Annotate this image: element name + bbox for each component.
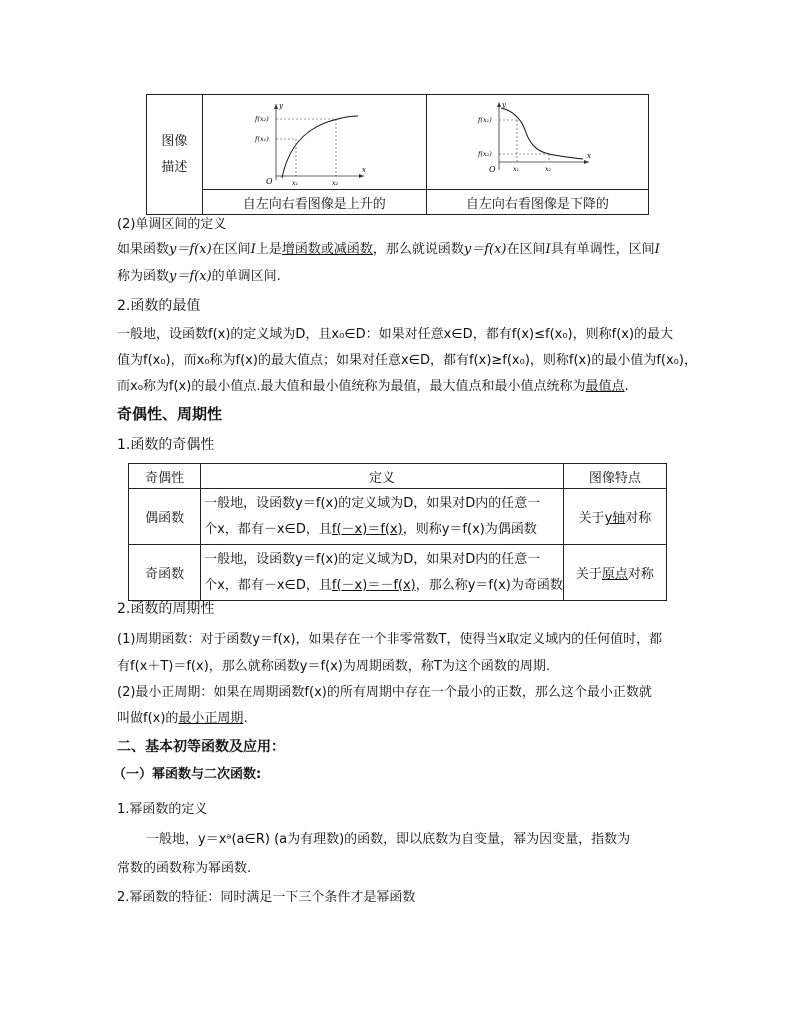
decreasing-caption: 自左向右看图像是下降的: [426, 190, 648, 215]
text: ，那么称y＝f(x)为奇函数: [415, 577, 563, 593]
fx1-label: f(x₁): [478, 116, 493, 124]
text: .: [624, 379, 629, 394]
text: 关于: [575, 567, 602, 582]
power-function-feature-heading: 2.幂函数的特征：同时满足一下三个条件才是幂函数: [117, 890, 416, 905]
table-row: [129, 489, 667, 545]
math: I: [250, 242, 256, 257]
decreasing-graph-cell: [426, 95, 648, 190]
text: 称为函数: [117, 269, 170, 284]
text: 在区间: [506, 242, 546, 257]
y-axis-label: y: [502, 101, 507, 109]
parity-feature: [563, 489, 666, 545]
underlined-term: f(－x)＝f(x): [331, 521, 403, 537]
text: 个x，都有－x∈D，且: [204, 577, 332, 593]
increasing-caption: 自左向右看图像是上升的: [202, 190, 426, 215]
x2-label: x₂: [545, 165, 552, 173]
table-header: 图像特点: [563, 464, 666, 489]
parity-name: 偶函数: [129, 489, 201, 545]
extremum-line3: [117, 378, 629, 396]
underlined-term: 最小正周期: [178, 711, 244, 726]
table-header: 定义: [201, 464, 564, 489]
text: 如果函数: [117, 242, 170, 257]
section-heading-elementary-functions: 二、基本初等函数及应用：: [117, 739, 285, 755]
text: 上是: [255, 242, 282, 257]
origin-label: O: [489, 165, 496, 174]
table-row: [129, 545, 667, 601]
math: y＝f(x): [463, 242, 507, 257]
period-line2: 有f(x＋T)＝f(x)，那么就称函数y＝f(x)为周期函数，称T为这个函数的周期.: [117, 659, 550, 674]
underlined-term: 原点: [601, 567, 628, 582]
math: y＝f(x): [169, 242, 212, 257]
text: 关于: [578, 511, 605, 526]
subsection-heading-power-quadratic: （一）幂函数与二次函数:: [113, 767, 262, 782]
text: .: [243, 711, 248, 726]
parity-name: 奇函数: [129, 545, 201, 601]
y-axis-label: y: [279, 102, 284, 110]
monotonic-interval-paragraph-line2: [117, 268, 281, 286]
parity-heading: 1.函数的奇偶性: [117, 437, 215, 453]
text: 个x，都有－x∈D，且: [204, 521, 332, 537]
table-header-row: [129, 464, 667, 489]
math: I: [654, 242, 660, 257]
graph-row-label: [147, 95, 203, 215]
power-function-def-line2: 常数的函数称为幂函数.: [117, 861, 252, 876]
fx1-label: f(x₁): [255, 135, 269, 143]
text: 的单调区间.: [211, 269, 281, 284]
x2-label: x₂: [332, 179, 339, 187]
section-heading-parity-period: 奇偶性、周期性: [117, 405, 223, 423]
period-line3: (2)最小正周期：如果在周期函数f(x)的所有周期中存在一个最小的正数，那么这个最小正数就: [117, 685, 652, 700]
x-axis-label: x: [362, 166, 367, 174]
parity-feature: [563, 545, 666, 601]
graph-table: [146, 94, 649, 215]
monotonic-interval-heading: (2)单调区间的定义: [117, 217, 227, 232]
extremum-line2: 值为f(x₀)，而x₀称为f(x)的最大值点；如果对任意x∈D，都有f(x)≥f(x₀)，则称f(x)的最小值为f(x₀)，: [117, 353, 697, 368]
underlined-term: f(－x)＝－f(x): [331, 577, 416, 593]
math: y＝f(x): [169, 269, 212, 284]
definition-line: 一般地，设函数y＝f(x)的定义域为D，如果对D内的任意一: [204, 495, 541, 511]
text: 对称: [627, 567, 654, 582]
extremum-line1: 一般地，设函数f(x)的定义域为D，且x₀∈D：如果对任意x∈D，都有f(x)≤f(x₀)，则称f(x)的最大: [117, 327, 674, 342]
period-heading: 2.函数的周期性: [117, 601, 215, 617]
x-axis-label: x: [587, 152, 592, 160]
definition-line: [204, 573, 563, 599]
parity-definition: [201, 489, 564, 545]
text: ，那么就说函数: [372, 242, 464, 257]
x1-label: x₁: [292, 179, 299, 187]
text: 在区间: [211, 242, 251, 257]
monotonic-interval-paragraph-line1: [117, 241, 660, 259]
increasing-function-graph: [254, 98, 374, 188]
underlined-term: 增函数或减函数: [281, 242, 373, 257]
definition-line: [204, 517, 563, 543]
table-header: 奇偶性: [129, 464, 201, 489]
parity-table: [128, 463, 667, 601]
text: 叫做f(x)的: [117, 711, 179, 726]
period-line4: [117, 710, 248, 728]
text: 对称: [625, 511, 652, 526]
math: I: [545, 242, 551, 257]
period-line1: (1)周期函数：对于函数y＝f(x)，如果存在一个非零常数T，使得当x取定义域内的任何值时，都: [117, 632, 663, 647]
text: ，则称y＝f(x)为偶函数: [402, 521, 537, 537]
row-label-image: 图像: [161, 133, 188, 149]
increasing-graph-cell: [202, 95, 426, 190]
fx2-label: f(x₂): [255, 115, 269, 123]
row-label-description: 描述: [161, 159, 188, 175]
power-function-def-line1: 一般地，y＝xᵃ(a∈R) (a为有理数)的函数，即以底数为自变量，幂为因变量，指数为: [146, 832, 631, 847]
power-function-def-heading: 1.幂函数的定义: [117, 802, 208, 817]
parity-definition: [201, 545, 564, 601]
extremum-heading: 2.函数的最值: [117, 298, 201, 314]
underlined-term: 最值点: [585, 379, 625, 394]
decreasing-function-graph: [477, 98, 597, 188]
text: 而x₀称为f(x)的最小值点.最大值和最小值统称为最值，最大值点和最小值点统称为: [117, 379, 586, 394]
text: 具有单调性，区间: [550, 242, 655, 257]
x1-label: x₁: [513, 165, 520, 173]
fx2-label: f(x₂): [478, 150, 493, 158]
origin-label: O: [266, 177, 273, 186]
definition-line: 一般地，设函数y＝f(x)的定义域为D，如果对D内的任意一: [204, 551, 541, 567]
underlined-term: y轴: [604, 511, 626, 526]
